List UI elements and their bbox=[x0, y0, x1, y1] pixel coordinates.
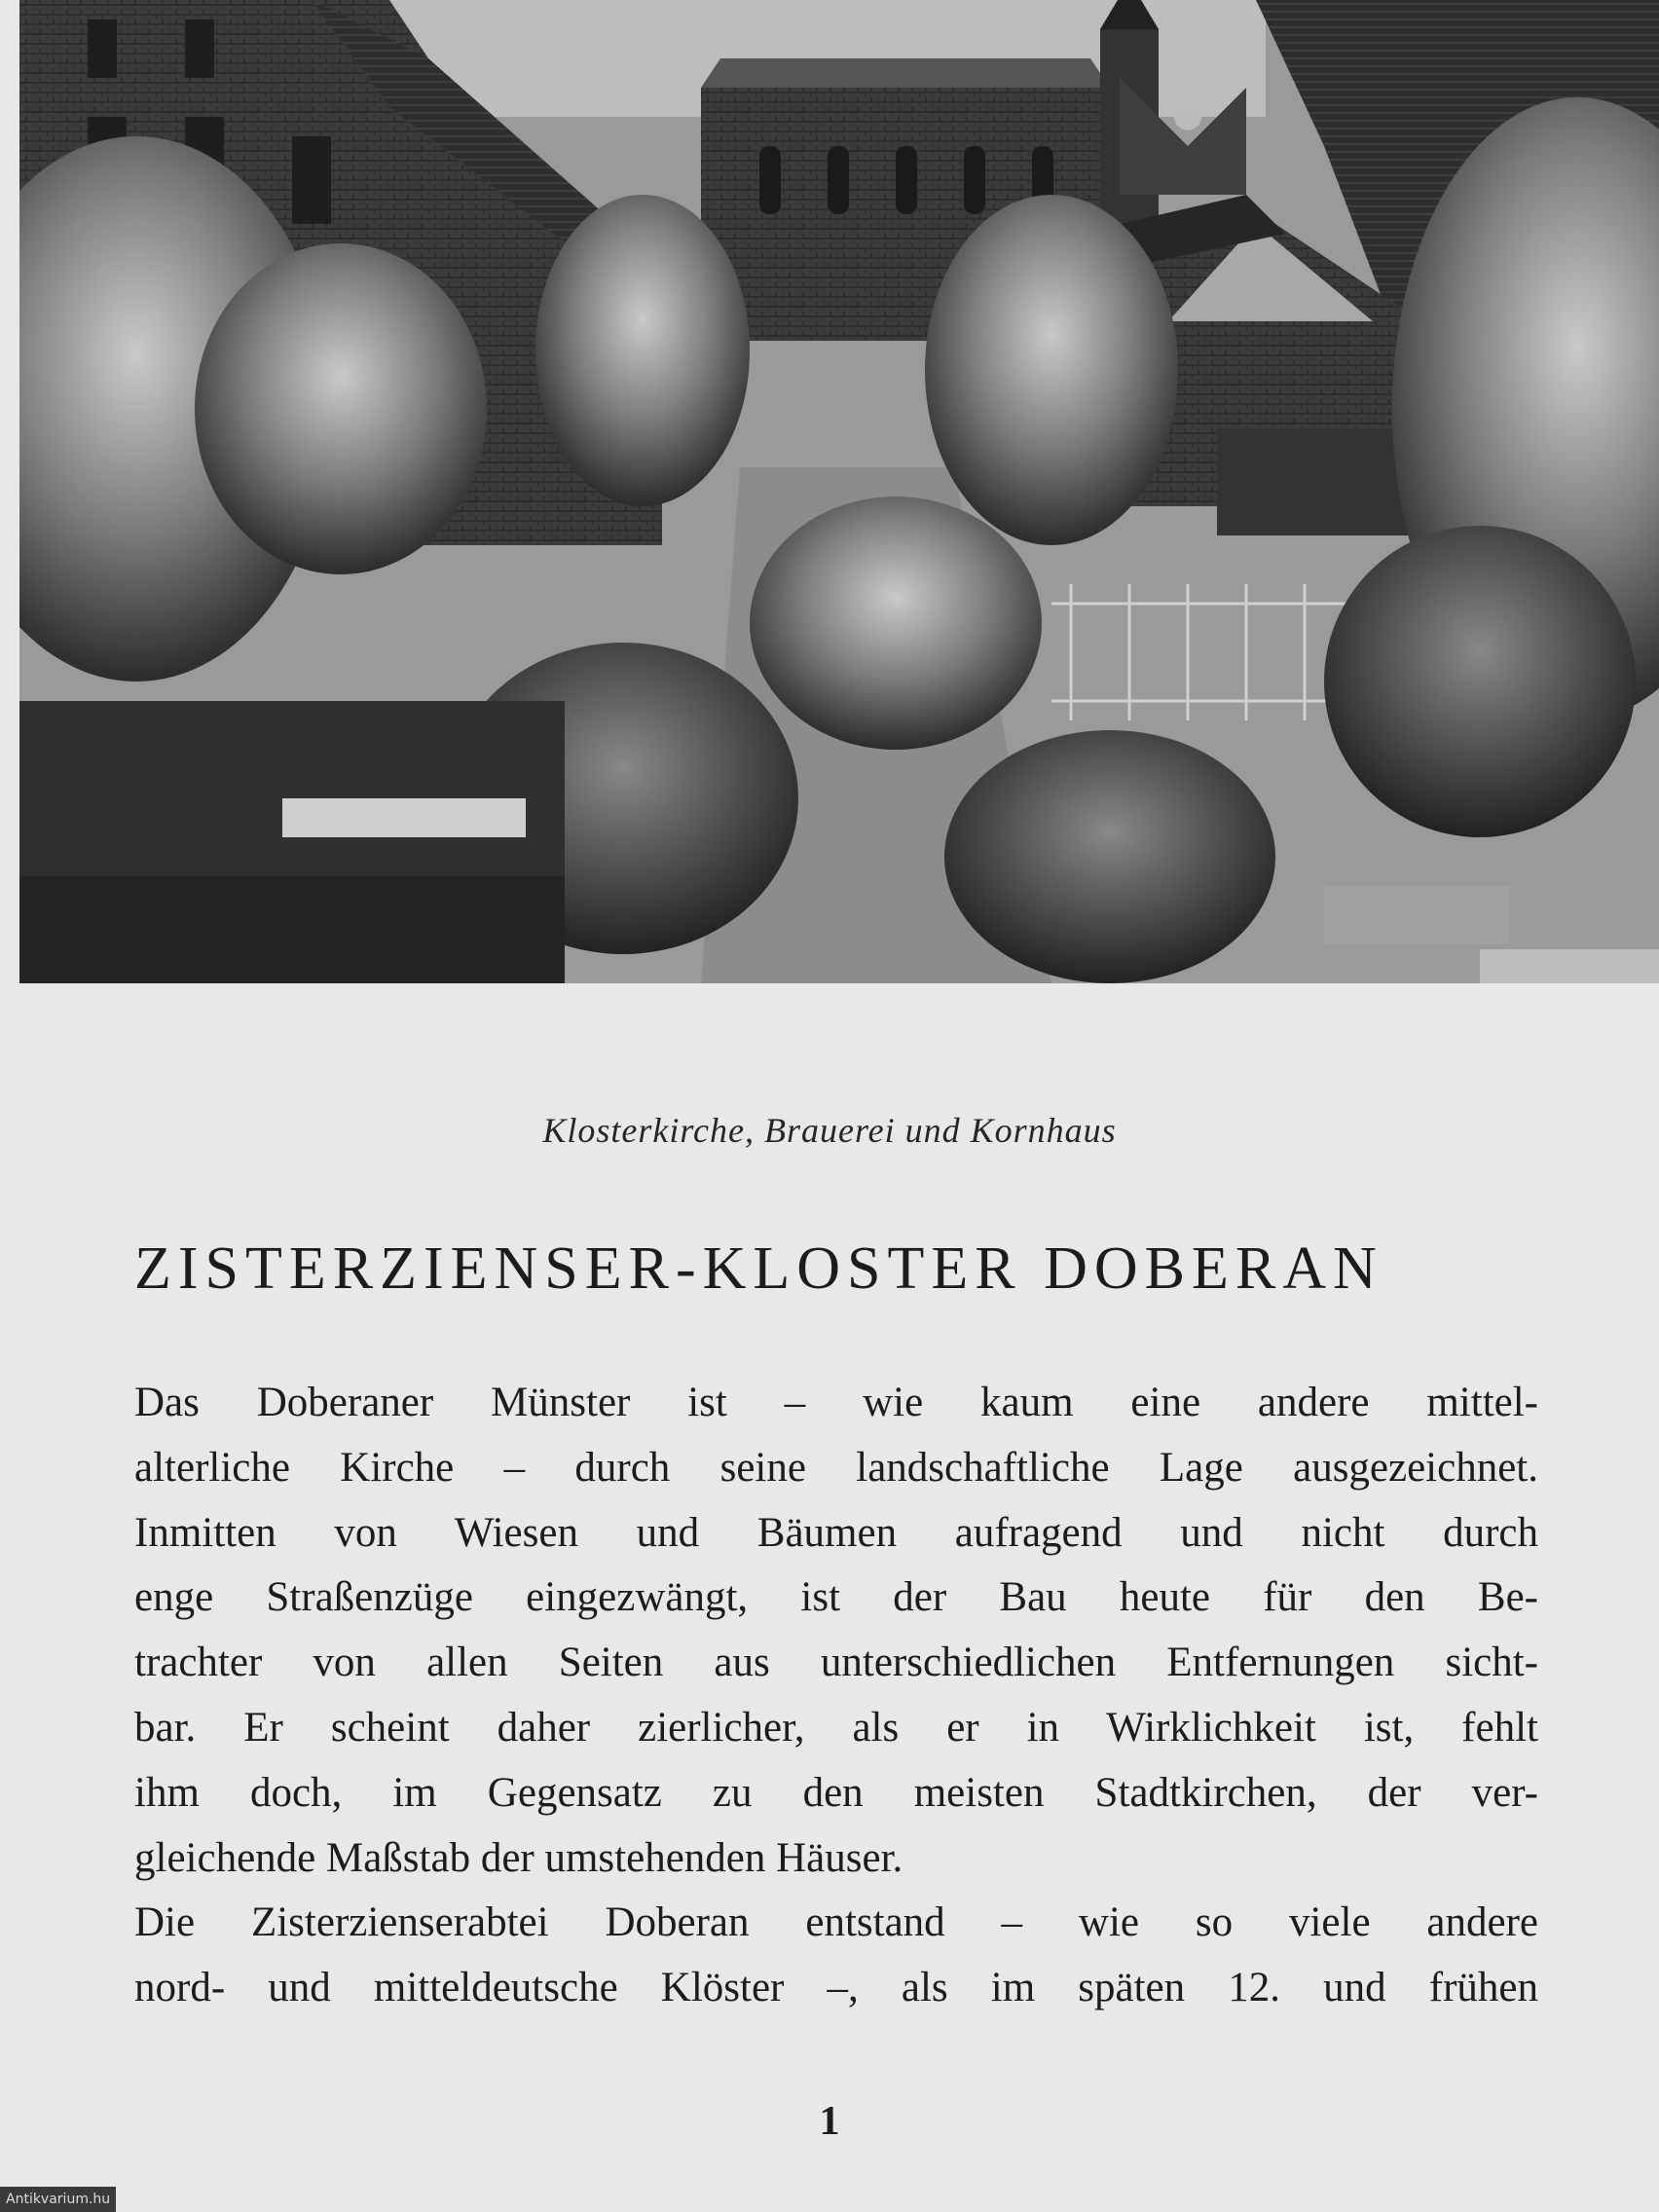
text-line: Die Zisterzienserabtei Doberan entstand – wie so viele andere bbox=[134, 1899, 1538, 1946]
text-line: nord- und mitteldeutsche Klöster –, als im späten 12. und frühen bbox=[134, 1965, 1538, 2011]
text-line: gleichende Maßstab der umstehenden Häuser. bbox=[134, 1834, 903, 1881]
photo-caption: Klosterkirche, Brauerei und Kornhaus bbox=[542, 1111, 1117, 1150]
body-text bbox=[134, 1371, 1538, 2021]
text-line: Inmitten von Wiesen und Bäumen aufragend und nicht durch bbox=[134, 1509, 1538, 1556]
text-line: trachter von allen Seiten aus unterschiedlichen Entfernungen sicht- bbox=[134, 1640, 1538, 1686]
photo-illustration bbox=[19, 0, 1659, 983]
text-line: bar. Er scheint daher zierlicher, als er in Wirklichkeit ist, fehlt bbox=[134, 1704, 1538, 1751]
text-line: alterliche Kirche – durch seine landschaftliche Lage ausgezeichnet. bbox=[134, 1444, 1538, 1491]
text-line: enge Straßenzüge eingezwängt, ist der Bau heute für den Be- bbox=[134, 1574, 1538, 1621]
monastery-photo bbox=[19, 0, 1659, 983]
page-number: 1 bbox=[819, 2099, 840, 2144]
text-line: ihm doch, im Gegensatz zu den meisten Stadtkirchen, der ver- bbox=[134, 1769, 1538, 1816]
page-title: ZISTERZIENSER-KLOSTER DOBERAN bbox=[134, 1235, 1383, 1302]
text-line: Das Doberaner Münster ist – wie kaum eine andere mittel- bbox=[134, 1380, 1538, 1425]
watermark: Antikvarium.hu bbox=[0, 2187, 116, 2212]
